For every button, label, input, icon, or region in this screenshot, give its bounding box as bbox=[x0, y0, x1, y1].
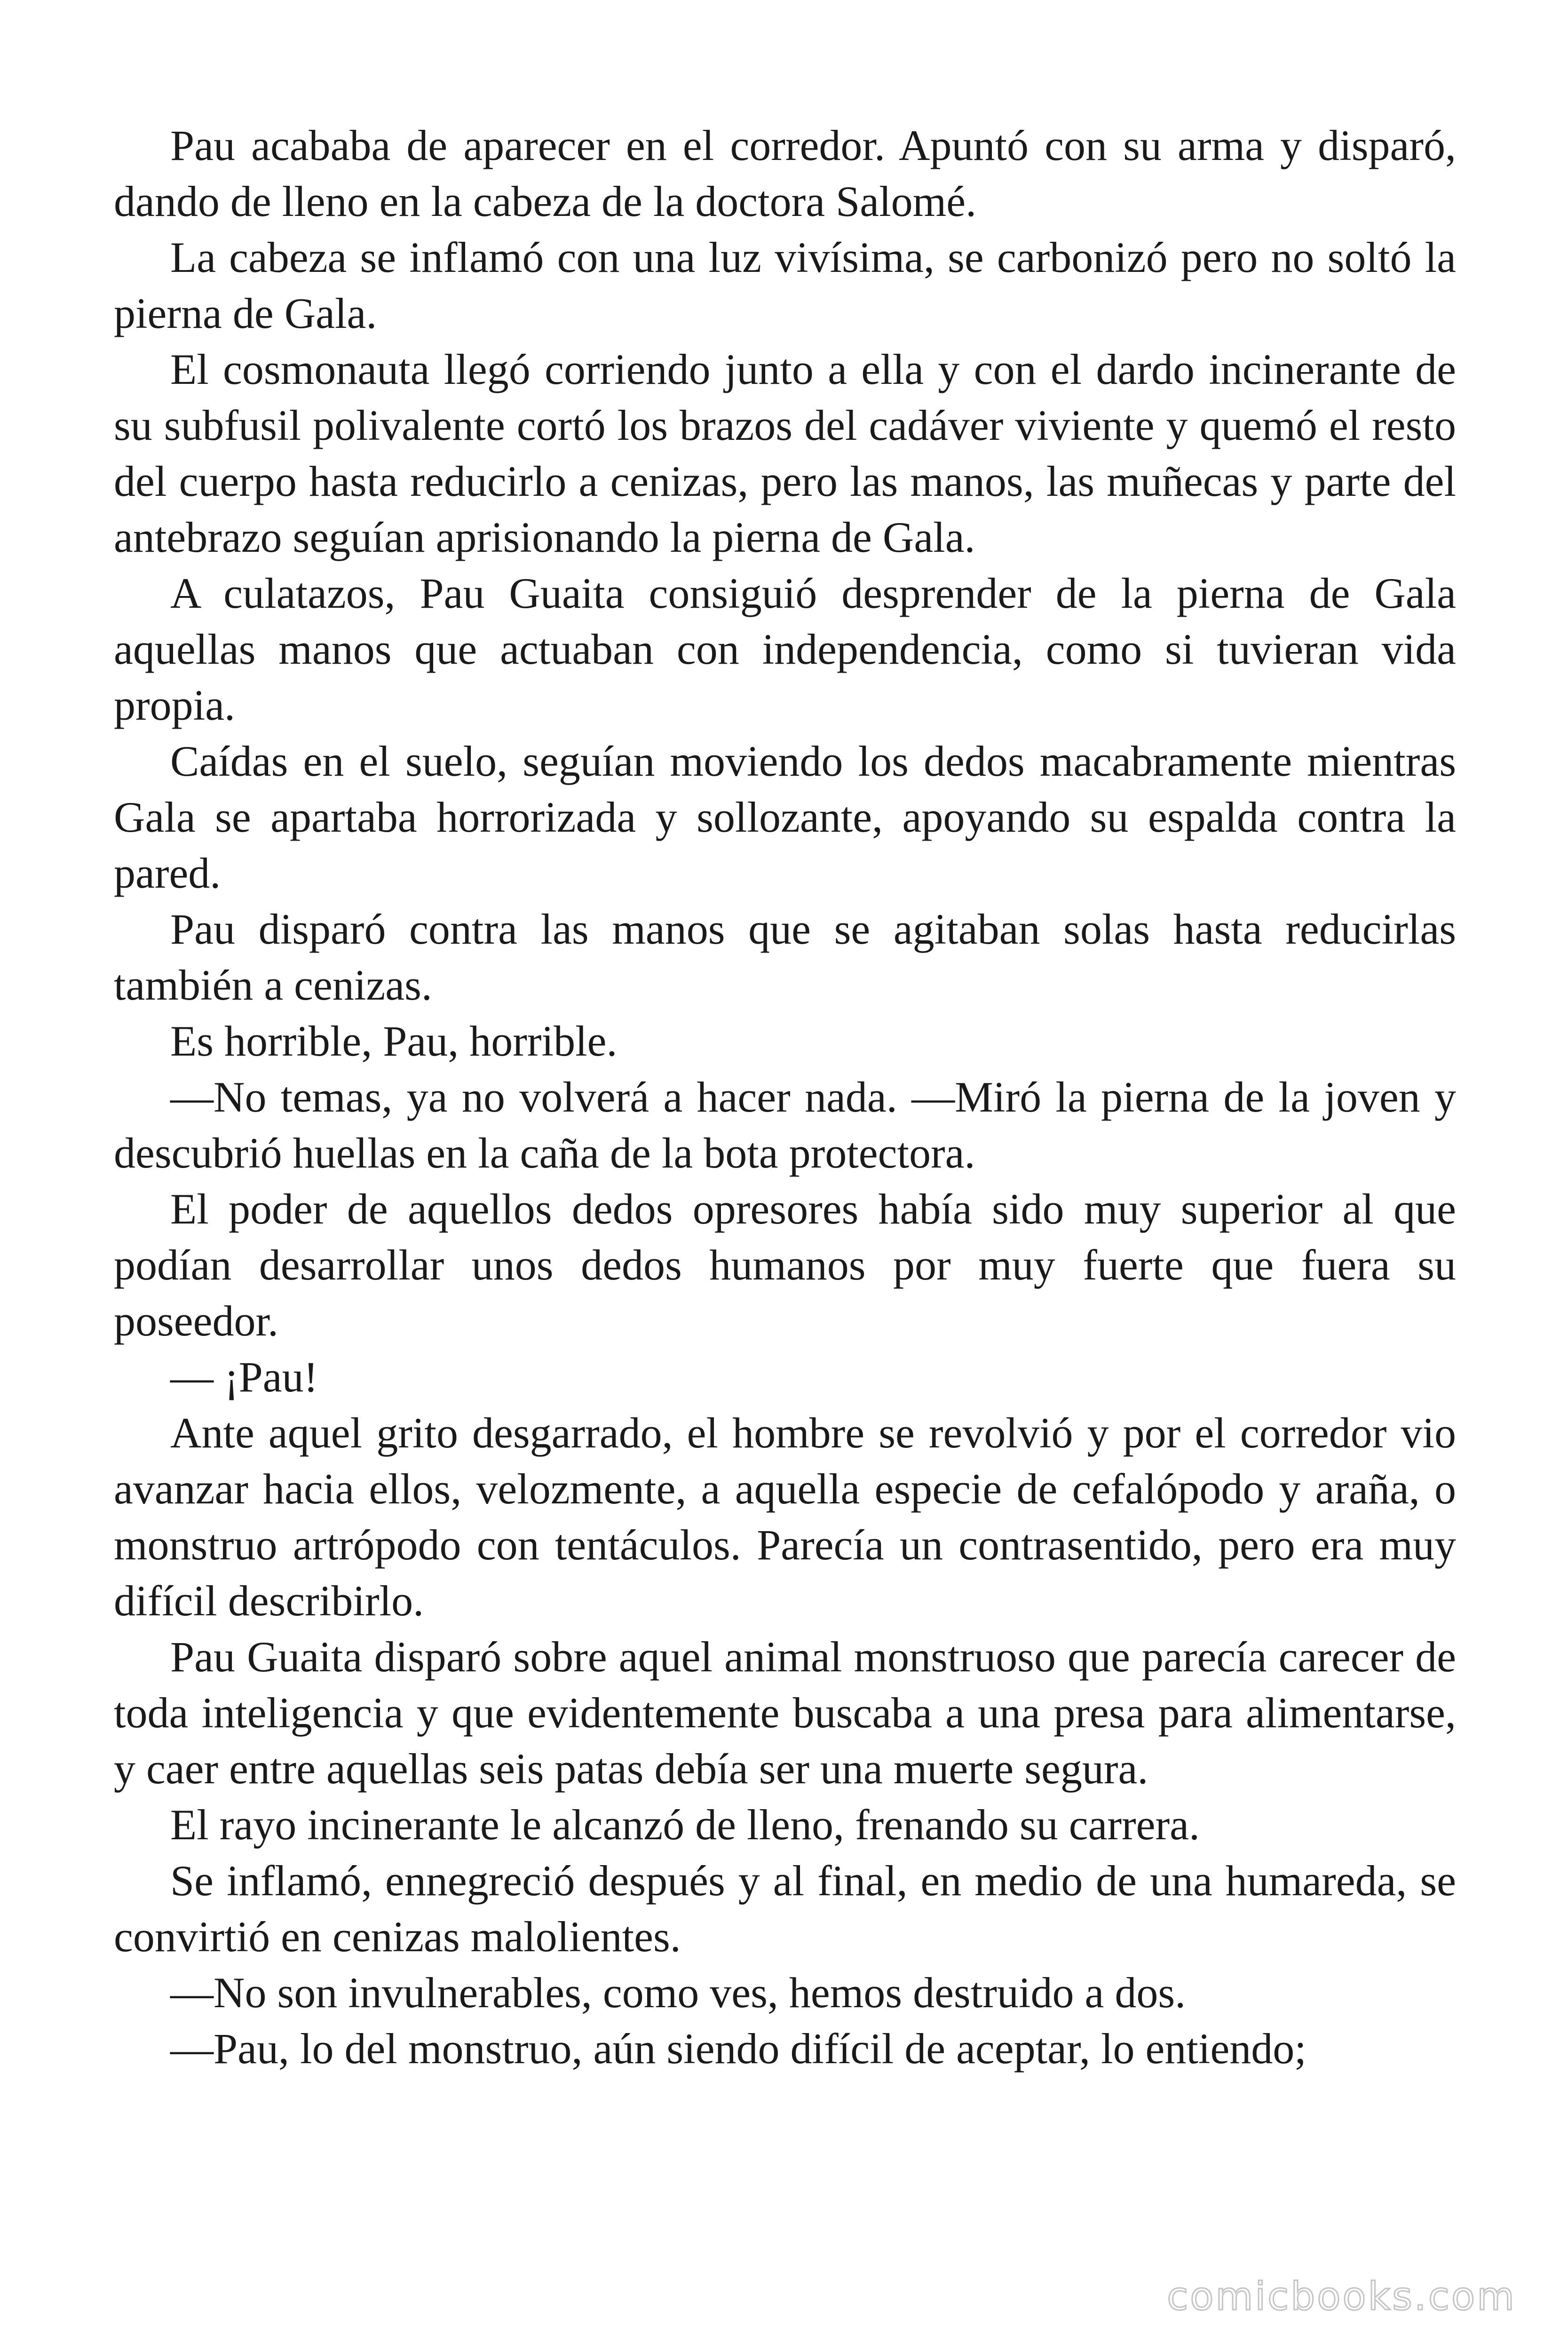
paragraph: A culatazos, Pau Guaita consiguió desprender de la pierna de Gala aquellas manos que actuaban con independencia, como si tuvieran vida propia. bbox=[114, 569, 1456, 729]
paragraph: — ¡Pau! bbox=[170, 1353, 318, 1401]
paragraph: Pau Guaita disparó sobre aquel animal monstruoso que parecía carecer de toda inteligencia y que evidentemente buscaba a una presa para alimentarse, y caer entre aquellas seis patas debía ser una muerte segura. bbox=[114, 1633, 1456, 1793]
paragraph: Es horrible, Pau, horrible. bbox=[170, 1017, 618, 1065]
paragraph: Pau disparó contra las manos que se agitaban solas hasta reducirlas también a cenizas. bbox=[114, 905, 1456, 1009]
watermark: comicbooks.com bbox=[1167, 2274, 1516, 2319]
paragraph: —No son invulnerables, como ves, hemos destruido a dos. bbox=[170, 1969, 1186, 2017]
paragraph: —Pau, lo del monstruo, aún siendo difícil de aceptar, lo entiendo; bbox=[170, 2025, 1307, 2073]
paragraph: El cosmonauta llegó corriendo junto a ella y con el dardo incinerante de su subfusil polivalente cortó los brazos del cadáver viviente y quemó el resto del cuerpo hasta reducirlo a cenizas, pero las manos, las muñecas y parte del antebrazo seguían aprisionando la pierna de Gala. bbox=[114, 345, 1456, 561]
paragraph: Ante aquel grito desgarrado, el hombre se revolvió y por el corredor vio avanzar hacia ellos, velozmente, a aquella especie de cefalópodo y araña, o monstruo artrópodo con tentáculos. Parecía un contrasentido, pero era muy difícil describirlo. bbox=[114, 1409, 1456, 1625]
paragraph: El rayo incinerante le alcanzó de lleno, frenando su carrera. bbox=[170, 1801, 1200, 1849]
body-text bbox=[114, 118, 1456, 2077]
paragraph: Pau acababa de aparecer en el corredor. Apuntó con su arma y disparó, dando de lleno en la cabeza de la doctora Salomé. bbox=[114, 121, 1456, 225]
paragraph: El poder de aquellos dedos opresores había sido muy superior al que podían desarrollar unos dedos humanos por muy fuerte que fuera su poseedor. bbox=[114, 1185, 1456, 1345]
paragraph: La cabeza se inflamó con una luz vivísima, se carbonizó pero no soltó la pierna de Gala. bbox=[114, 233, 1456, 337]
paragraph: Se inflamó, ennegreció después y al final, en medio de una humareda, se convirtió en cenizas malolientes. bbox=[114, 1857, 1456, 1961]
paragraph: Caídas en el suelo, seguían moviendo los dedos macabramente mientras Gala se apartaba horrorizada y sollozante, apoyando su espalda contra la pared. bbox=[114, 737, 1456, 897]
paragraph: —No temas, ya no volverá a hacer nada. —Miró la pierna de la joven y descubrió huellas en la caña de la bota protectora. bbox=[114, 1073, 1456, 1177]
